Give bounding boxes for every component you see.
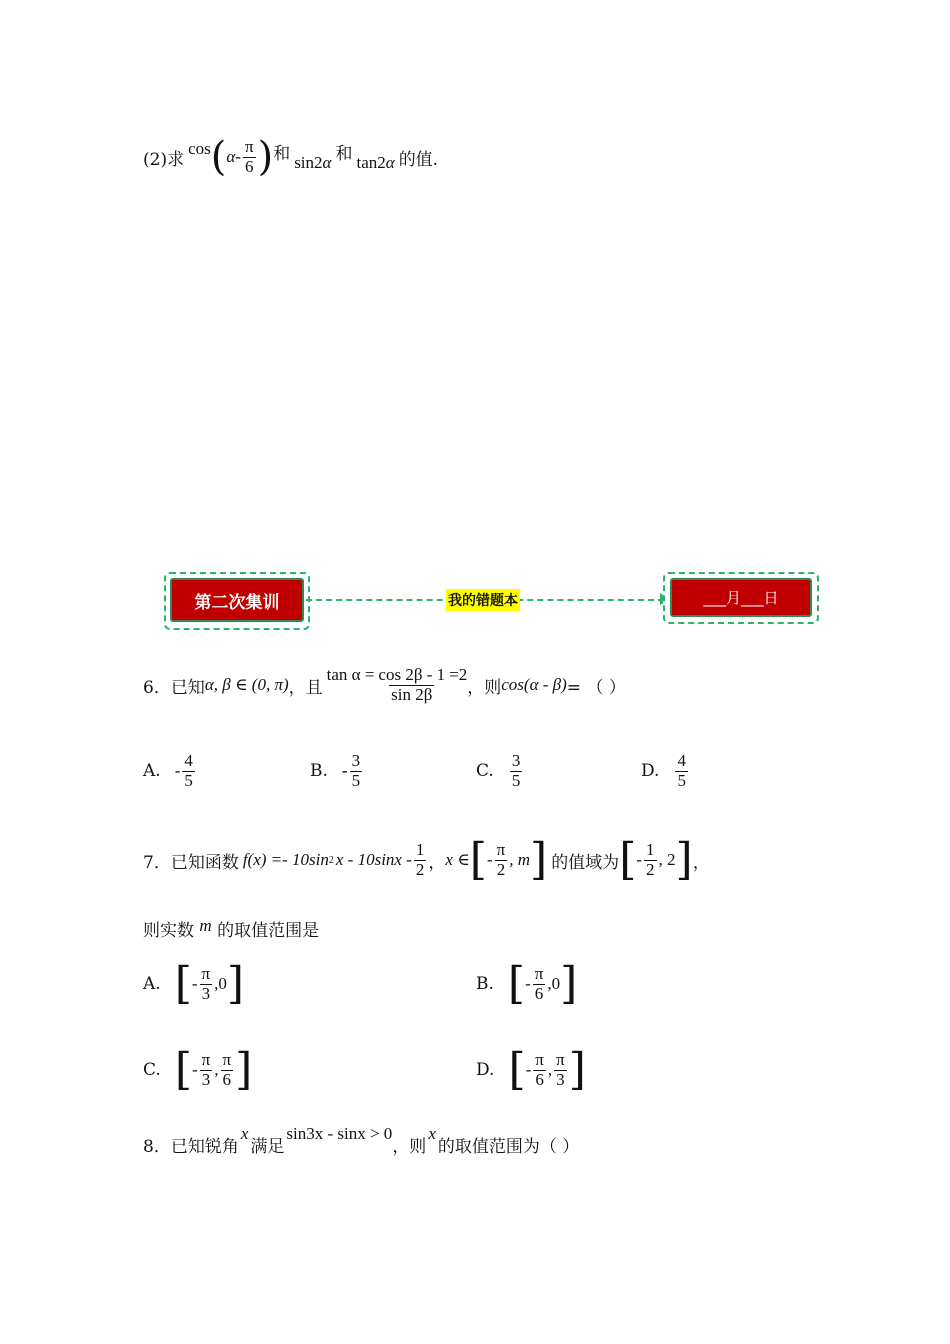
q7-range-text: 的值域为 <box>551 852 620 873</box>
q7-c-b-num: π <box>222 1049 232 1069</box>
q6-tail: = （ ） <box>566 677 626 698</box>
q6-option-c-den: 5 <box>511 770 521 790</box>
q7-b-lb: [ <box>507 958 526 1009</box>
q7-d-frac-b <box>554 1051 567 1089</box>
q6-option-a-num: 4 <box>184 750 193 770</box>
q7-option-a-label: A. <box>143 974 161 994</box>
q6-qie: ，且 <box>288 677 323 698</box>
q6-option-b-num: 3 <box>351 750 361 770</box>
q7-range-rb: ] <box>675 834 693 885</box>
q6-option-c-value <box>510 752 523 790</box>
q5-pi-over-6 <box>243 138 256 176</box>
q7-line2 <box>143 916 319 941</box>
q7-number: 7．已知函数 <box>143 852 239 873</box>
q5-six: 6 <box>245 156 254 176</box>
q7-c-a-num: π <box>201 1049 211 1069</box>
q6-eq2: =2 <box>449 665 468 684</box>
q7-option-d-label: D. <box>476 1060 495 1080</box>
q6-option-d-value <box>675 752 688 790</box>
q8-ineq: sin3x - sinx > 0 <box>286 1124 393 1143</box>
q7-d-frac-a <box>533 1051 546 1089</box>
q7-b-b: ,0 <box>547 974 561 993</box>
q7-b-den: 6 <box>534 983 544 1003</box>
q6-option-d-num: 4 <box>677 750 686 770</box>
q7-d-b-num: π <box>556 1049 565 1069</box>
q7-d-rb: ] <box>568 1044 586 1095</box>
q6-option-b-value <box>350 752 363 790</box>
q7-d-a-num: π <box>535 1049 544 1069</box>
q7-a-b: ,0 <box>214 974 227 993</box>
q6-then: ，则 <box>467 677 502 698</box>
q7-c-neg: - <box>191 1060 198 1079</box>
q7-half <box>414 841 427 879</box>
q6-option-c-label: C. <box>476 761 494 781</box>
q7-b-rb: ] <box>560 958 578 1009</box>
q7-b-neg: - <box>525 974 531 993</box>
q7-d-a-den: 6 <box>535 1069 544 1089</box>
q7-a-num: π <box>201 963 211 983</box>
q5-right-paren: ) <box>257 134 274 180</box>
q5-suffix: 的值. <box>398 149 439 170</box>
q7-line2b: 的取值范围是 <box>217 921 320 941</box>
banner-left-label: 第二次集训 <box>170 578 304 622</box>
q6-option-a[interactable] <box>143 744 197 798</box>
q7-a-frac <box>200 965 213 1003</box>
q5-and-2: 和 <box>335 143 353 164</box>
q7-option-a[interactable] <box>143 956 244 1012</box>
q7-b-frac <box>533 965 546 1003</box>
q5-cos: cos <box>188 139 211 158</box>
q7-a-neg: - <box>191 974 198 993</box>
q7-domain-rb: ] <box>530 834 548 885</box>
question-8 <box>143 1124 579 1164</box>
q7-a-rb: ] <box>226 958 245 1009</box>
q7-domain-frac <box>495 841 508 879</box>
q8-tail: 的取值范围为（ ） <box>437 1136 580 1157</box>
q7-domain-2: 2 <box>496 859 506 879</box>
q7-range-1: 1 <box>646 839 655 859</box>
q7-option-b[interactable] <box>476 956 577 1012</box>
q7-c-frac-b <box>221 1051 234 1089</box>
q6-number: 6．已知 <box>143 677 205 698</box>
q6-target: cos(α - β) <box>501 675 567 694</box>
q5-alpha: α <box>226 147 236 166</box>
q7-range-neg: - <box>636 850 643 869</box>
q8-then: ，则 <box>392 1136 427 1157</box>
q6-option-d[interactable] <box>641 744 690 798</box>
q7-square: 2 <box>328 854 334 866</box>
q7-fx: f(x) =- 10sin <box>242 850 329 869</box>
q6-vars: α, β ∈ (0, π) <box>204 675 289 694</box>
q7-rest: x - 10sinx - <box>335 850 412 869</box>
q7-d-b-den: 3 <box>556 1069 565 1089</box>
q7-a-den: 3 <box>201 983 211 1003</box>
q7-domain-x: x ∈ <box>445 850 470 869</box>
q8-x2: x <box>428 1124 436 1143</box>
q7-c-rb: ] <box>235 1044 253 1095</box>
q7-half-den: 2 <box>415 859 425 879</box>
q5-minus: - <box>235 147 241 166</box>
q8-number: 8．已知锐角 <box>143 1136 239 1157</box>
q7-b-num: π <box>534 963 544 983</box>
q7-half-num: 1 <box>415 839 425 859</box>
q7-range-2: 2 <box>646 859 655 879</box>
q7-domain-pi: π <box>496 839 506 859</box>
q7-c-comma: , <box>214 1060 219 1079</box>
q6-option-b-label: B. <box>310 761 328 781</box>
q6-fraction <box>376 666 447 704</box>
q7-domain-lb: [ <box>469 834 487 885</box>
q7-c-lb: [ <box>174 1044 192 1095</box>
q5-sin2alpha <box>294 153 331 173</box>
banner-middle-label: 我的错题本 <box>446 589 520 611</box>
question-6 <box>143 655 626 715</box>
q7-line2m: m <box>199 916 212 935</box>
q5-sin2-text: sin2 <box>294 153 323 172</box>
q5-pi: π <box>244 136 254 156</box>
q7-range-end: , 2 <box>658 850 676 869</box>
question-7 <box>143 832 710 888</box>
q7-a-lb: [ <box>174 958 192 1009</box>
q6-frac-den: sin 2β <box>391 684 433 704</box>
q7-d-neg: - <box>525 1060 532 1079</box>
q6-option-a-value <box>182 752 195 790</box>
q7-c-frac-a <box>200 1051 213 1089</box>
q7-c-a-den: 3 <box>201 1069 211 1089</box>
q7-option-c-label: C. <box>143 1060 161 1080</box>
q7-range-lb: [ <box>619 834 637 885</box>
q7-option-d[interactable] <box>476 1042 586 1098</box>
question-5-part-2 <box>143 132 438 182</box>
q6-tan: tan α = <box>326 665 375 684</box>
q6-option-d-label: D. <box>641 761 660 781</box>
q7-end: ， <box>692 852 710 873</box>
q7-line2a: 则实数 <box>143 921 194 941</box>
banner-date-field: ___月___日 <box>670 578 812 617</box>
q7-comma: ， <box>428 852 446 873</box>
q5-tan2-text: tan2 <box>356 153 386 172</box>
q5-prefix: (2)求 <box>143 149 185 170</box>
q7-option-c[interactable] <box>143 1042 252 1098</box>
q5-left-paren: ( <box>210 134 227 180</box>
q8-x1: x <box>240 1124 249 1143</box>
q6-option-b-den: 5 <box>351 770 361 790</box>
q6-frac-num: cos 2β - 1 <box>378 664 446 684</box>
q5-tan2-alpha: α <box>385 153 395 172</box>
q6-option-c-num: 3 <box>511 750 521 770</box>
q7-d-lb: [ <box>508 1044 526 1095</box>
q7-domain-m: , m <box>509 850 531 869</box>
q6-option-b-sign: - <box>341 761 348 780</box>
q7-option-b-label: B. <box>476 974 494 994</box>
q5-tan2alpha <box>356 153 394 173</box>
q7-c-b-den: 6 <box>222 1069 232 1089</box>
q6-option-d-den: 5 <box>677 770 686 790</box>
q7-range-frac <box>644 841 657 879</box>
q5-sin2-alpha: α <box>322 153 332 172</box>
q6-option-a-label: A. <box>143 761 161 781</box>
q6-option-a-sign: - <box>174 761 181 780</box>
q8-cond: 满足 <box>250 1136 285 1157</box>
q6-option-c[interactable] <box>476 744 524 798</box>
q6-option-a-den: 5 <box>184 770 193 790</box>
q5-and-1: 和 <box>273 143 291 164</box>
q7-domain-neg: - <box>486 850 493 869</box>
q7-d-comma: , <box>547 1060 553 1079</box>
q6-option-b[interactable] <box>310 744 364 798</box>
